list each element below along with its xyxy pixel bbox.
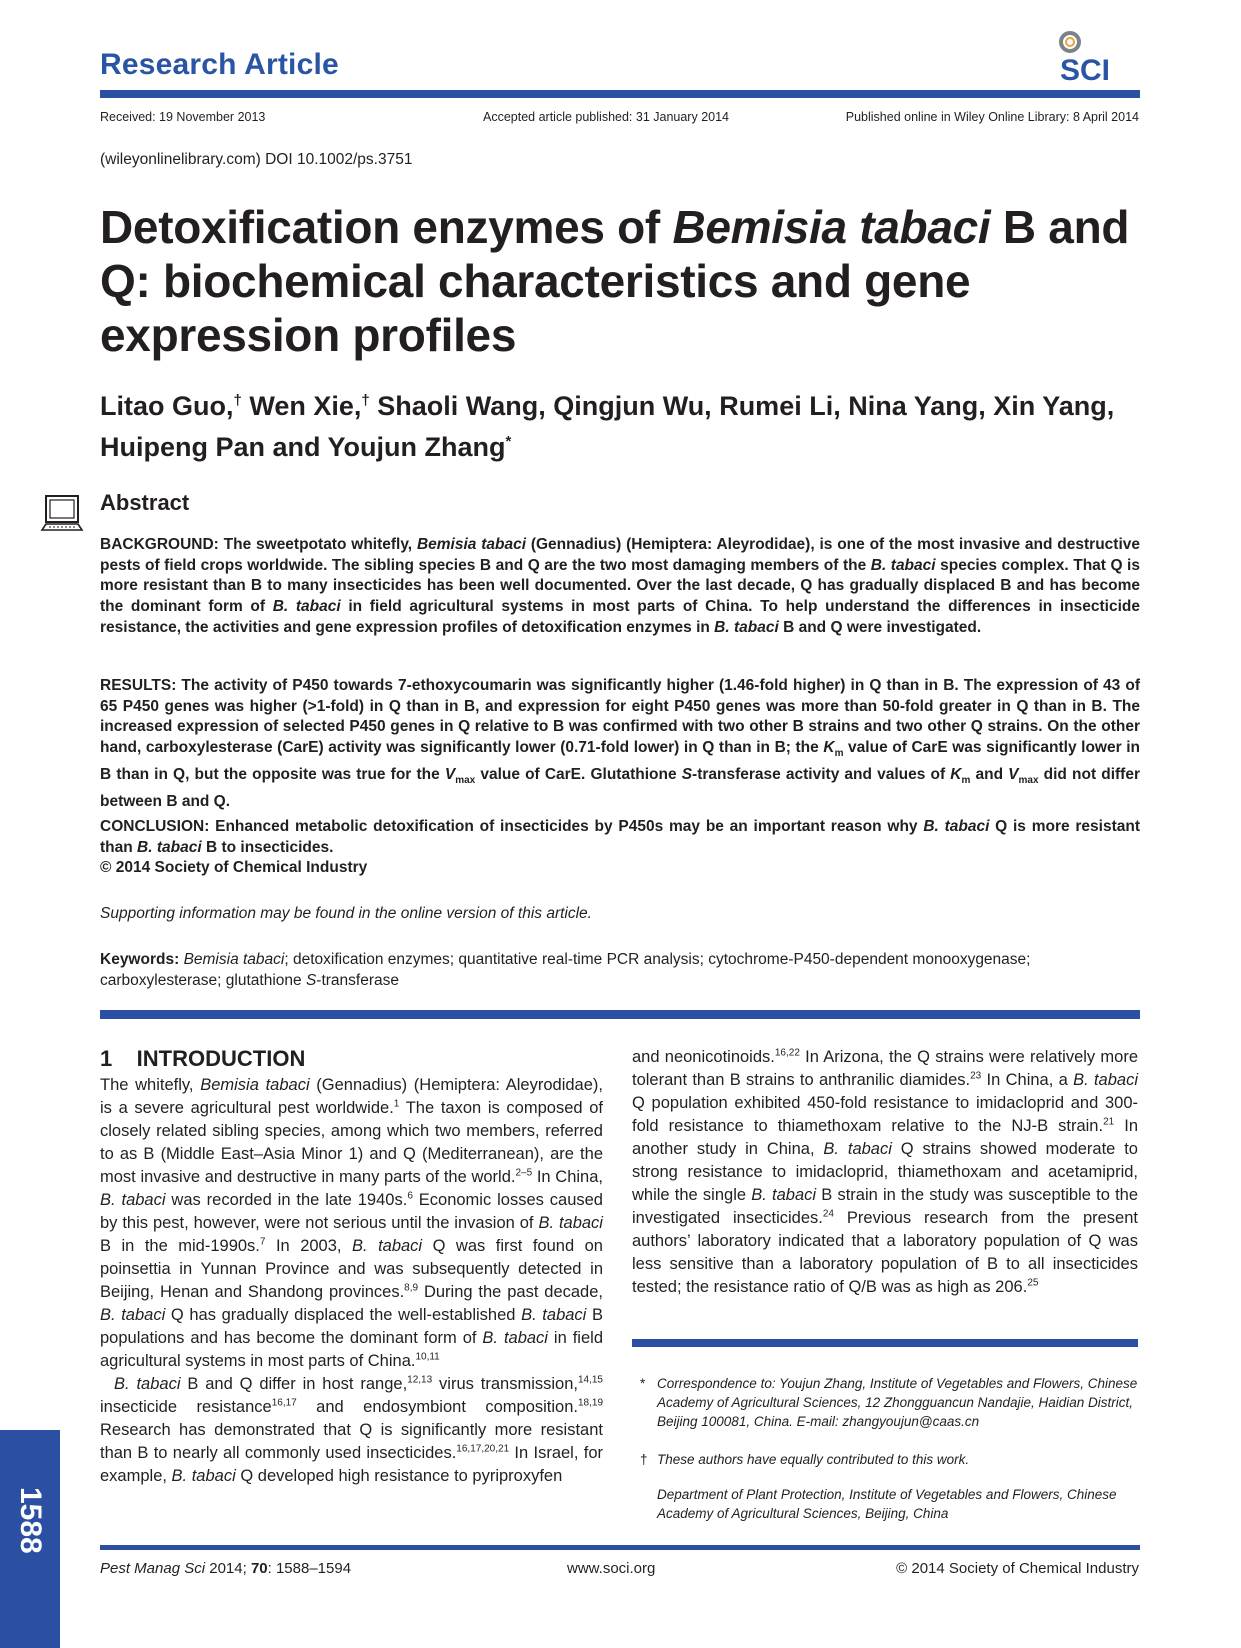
article-title: Detoxification enzymes of Bemisia tabaci B and Q: biochemical characteristics and gene expression profiles (100, 201, 1130, 361)
footnote-rule (632, 1339, 1138, 1347)
footer-copyright: © 2014 Society of Chemical Industry (896, 1560, 1139, 1577)
abstract-results: RESULTS: The activity of P450 towards 7-ethoxycoumarin was significantly higher (1.46-fold higher) in Q than in B. The expression of 43 of 65 P450 genes was higher (>1-fold) in Q than in B, and expression for eight P450 genes was more than 50-fold greater in Q than in B. The increased expression of selected P450 genes in Q relative to B was confirmed with two other B strains and two other Q strains. On the other hand, carboxylesterase (CarE) activity was significantly lower (0.71-fold lower) in Q than in B; the $K_m$ value of CarE was significantly lower in B than in Q, but the opposite was true for the $V_{max}$ value of CarE. Glutathione S-transferase activity and values of $K_m$ and $V_{max}$ did not differ between B and Q. (100, 677, 1140, 810)
footer-rule (100, 1545, 1140, 1550)
intro-paragraph-2-continued: and neonicotinoids.$^{16,22}$ In Arizona, the Q strains were relatively more tolerant than B strains to anthranilic diamides.$^{23}$ In China, a B. tabaci Q population exhibited 450-fold resistance to imidacloprid and 300-fold resistance to thiamethoxam relative to the NJ-B strain.$^{21}$ In another study in China, B. tabaci Q strains showed moderate to strong resistance to imidacloprid, thiamethoxam and acetamiprid, while the single B. tabaci B strain in the study was susceptible to the investigated insecticides.$^{24}$ Previous research from the present authors’ laboratory indicated that a laboratory population of Q was less sensitive than a laboratory population of B to all insecticides tested; the resistance ratio of Q/B was as high as 206.25 (632, 1047, 1139, 1296)
header-rule (100, 90, 1140, 98)
doi-line: (wileyonlinelibrary.com) DOI 10.1002/ps.3751 (100, 151, 413, 168)
abstract-rule (100, 1010, 1140, 1019)
correspondence-footnote: * Correspondence to: Youjun Zhang, Institute of Vegetables and Flowers, Chinese Academy of Agricultural Sciences, 12 Zhongguancun Nandajie, Haidian District, Beijing 100081, China. E-mail: zhangyoujun@caas.cn (640, 1376, 1138, 1429)
journal-citation: Pest Manag Sci 2014; 70: 1588–1594 (100, 1560, 352, 1577)
abstract-copyright: © 2014 Society of Chemical Industry (100, 859, 368, 877)
equal-contribution-footnote: † These authors have equally contributed to this work. (640, 1452, 970, 1467)
computer-icon (40, 494, 84, 536)
left-column (100, 1074, 603, 1488)
page-number: 1588 (14, 1487, 47, 1554)
journal-section-label: Research Article (100, 48, 339, 81)
supporting-info-note: Supporting information may be found in the online version of this article. (100, 905, 592, 922)
keywords: Keywords: Bemisia tabaci; detoxification enzymes; quantitative real-time PCR analysis; cytochrome-P450-dependent monooxygenase; carboxylesterase; glutathione S-transferase (100, 951, 1031, 989)
intro-paragraph-2: B. tabaci B and Q differ in host range,$^{12,13}$ virus transmission,$^{14,15}$ insecticide resistance$^{16,17}$ and endosymbiont composition.$^{18,19}$ Research has demonstrated that Q is significantly more resistant than B to nearly all commonly used insecticides.$^{16,17,20,21}$ In Israel, for example, B. tabaci Q developed high resistance to pyriproxyfen (100, 1374, 604, 1485)
journal-website-link[interactable]: www.soci.org (567, 1560, 656, 1577)
intro-paragraph-1: The whitefly, Bemisia tabaci (Gennadius) (Hemiptera: Aleyrodidae), is a severe agricultural pest worldwide.$^1$ The taxon is composed of closely related sibling species, among which two members, referred to as B (Middle East–Asia Minor 1) and Q (Mediterranean), are the most invasive and destructive in many parts of the world.$^{2-5}$ In China, B. tabaci was recorded in the late 1940s.$^6$ Economic losses caused by this pest, however, were not serious until the invasion of B. tabaci B in the mid-1990s.$^7$ In 2003, B. tabaci Q was first found on poinsettia in Yunnan Province and was subsequently detected in Beijing, Henan and Shandong provinces.$^{8,9}$ During the past decade, B. tabaci Q has gradually displaced the well-established B. tabaci B populations and has become the dominant form of B. tabaci in field agricultural systems in most parts of China.$^{10,11}$ (100, 1076, 603, 1370)
abstract-background: BACKGROUND: The sweetpotato whitefly, Bemisia tabaci (Gennadius) (Hemiptera: Aleyrodidae), is one of the most invasive and destructive pests of field crops worldwide. The sibling species B and Q are the two most damaging members of the B. tabaci species complex. That Q is more resistant than B to many insecticides has been well documented. Over the last decade, Q has gradually displaced B and has become the dominant form of B. tabaci in field agricultural systems in most parts of China. To help understand the differences in insecticide resistance, the activities and gene expression profiles of detoxification enzymes in B. tabaci B and Q were investigated. (100, 536, 1141, 636)
author-list: Litao Guo,† Wen Xie,† Shaoli Wang, Qingjun Wu, Rumei Li, Nina Yang, Xin Yang, Huipeng Pan and Youjun Zhang* (100, 391, 1115, 462)
abstract-heading: Abstract (100, 490, 190, 515)
logo-text: SCI (1060, 54, 1111, 84)
section-heading-introduction: 1 INTRODUCTION (100, 1046, 306, 1071)
sci-logo-icon (1058, 28, 1138, 84)
published-date: Published online in Wiley Online Library: 8 April 2014 (845, 110, 1139, 124)
affiliation-footnote: Department of Plant Protection, Institute of Vegetables and Flowers, Chinese Academy of Agricultural Sciences, Beijing, China (657, 1487, 1117, 1521)
right-column (632, 1046, 1138, 1299)
abstract-conclusion: CONCLUSION: Enhanced metabolic detoxification of insecticides by P450s may be an important reason why B. tabaci Q is more resistant than B. tabaci B to insecticides. © 2014 Society of Chemical Industry (100, 818, 1140, 877)
accepted-date: Accepted article published: 31 January 2014 (483, 110, 729, 124)
received-date: Received: 19 November 2013 (100, 110, 266, 124)
